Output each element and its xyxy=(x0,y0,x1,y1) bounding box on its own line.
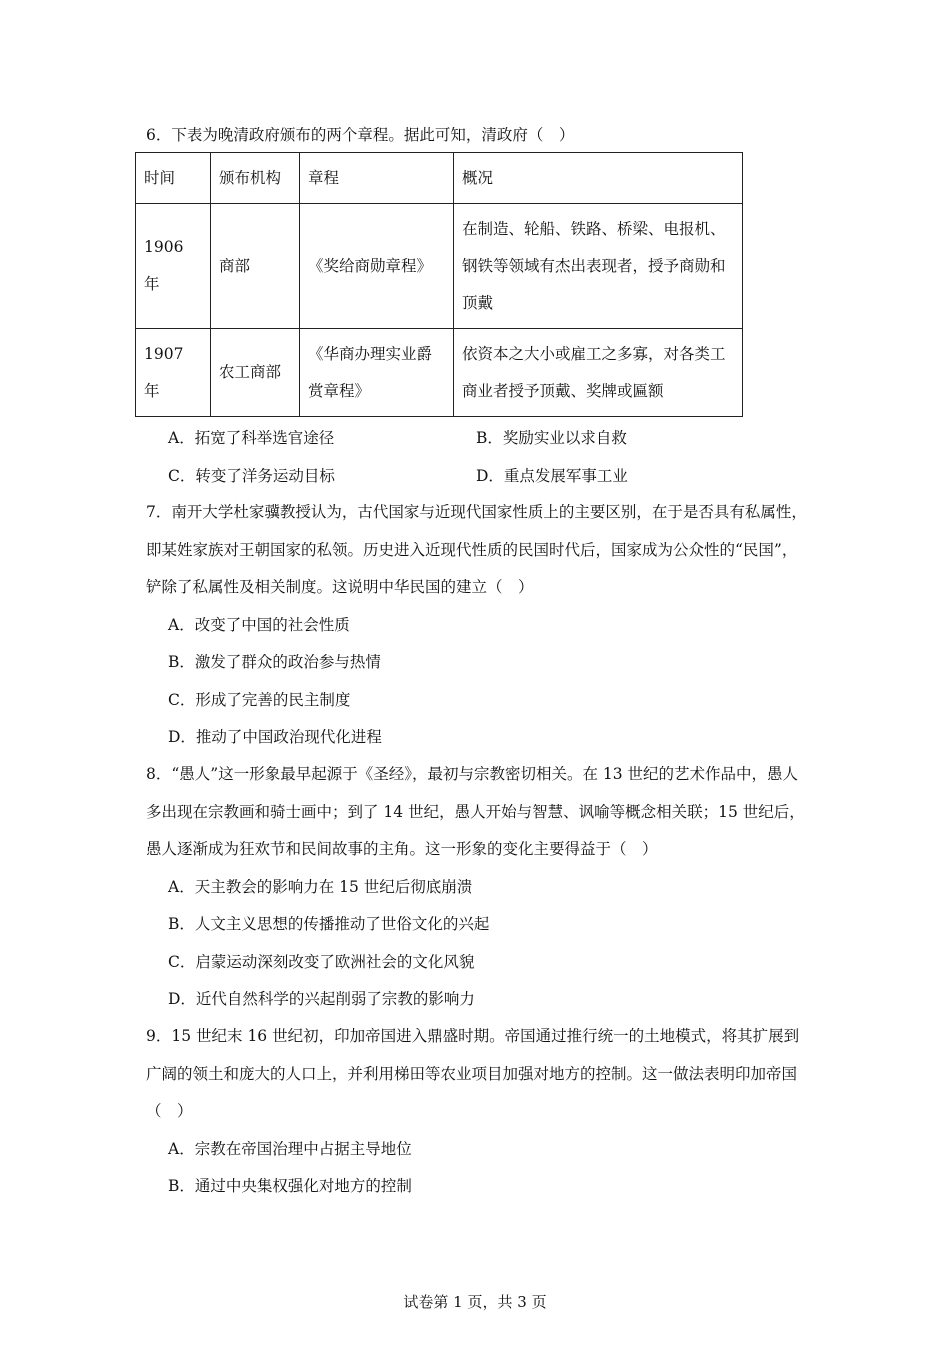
table-header-cell: 时间 xyxy=(136,153,211,204)
table-cell: 依资本之大小或雇工之多寡，对各类工商业者授予顶戴、奖牌或匾额 xyxy=(454,329,743,417)
q9-option-b[interactable]: B．通过中央集权强化对地方的控制 xyxy=(168,1177,412,1195)
table-cell: 1907 年 xyxy=(136,329,211,417)
q6-option-b[interactable]: B．奖励实业以求自救 xyxy=(476,429,627,447)
q9-option-a[interactable]: A．宗教在帝国治理中占据主导地位 xyxy=(168,1140,412,1158)
page-footer: 试卷第 1 页，共 3 页 xyxy=(403,1293,547,1311)
table-header-cell: 颁布机构 xyxy=(211,153,300,204)
q8-option-c[interactable]: C．启蒙运动深刻改变了欧洲社会的文化风貌 xyxy=(168,953,475,971)
table-cell: 《华商办理实业爵赏章程》 xyxy=(300,329,454,417)
question-6-stem: 6．下表为晚清政府颁布的两个章程。据此可知，清政府（ ） xyxy=(146,126,575,144)
q8-option-d[interactable]: D．近代自然科学的兴起削弱了宗教的影响力 xyxy=(168,990,475,1008)
table-header-row xyxy=(136,153,743,204)
table-header-cell: 章程 xyxy=(300,153,454,204)
charter-table xyxy=(135,152,743,417)
table-cell: 《奖给商勋章程》 xyxy=(300,204,454,329)
q8-option-b[interactable]: B．人文主义思想的传播推动了世俗文化的兴起 xyxy=(168,915,490,933)
table-header-cell: 概况 xyxy=(454,153,743,204)
table-row xyxy=(136,329,743,417)
q6-option-a[interactable]: A．拓宽了科举选官途径 xyxy=(168,429,335,447)
table-cell: 在制造、轮船、铁路、桥梁、电报机、钢铁等领域有杰出表现者，授予商勋和顶戴 xyxy=(454,204,743,329)
question-9-stem: 9．15 世纪末 16 世纪初，印加帝国进入鼎盛时期。帝国通过推行统一的土地模式，将其扩展到广阔的领土和庞大的人口上，并利用梯田等农业项目加强对地方的控制。这一做法表明印加帝国（ ） xyxy=(146,1027,800,1120)
q6-option-d[interactable]: D．重点发展军事工业 xyxy=(476,467,628,485)
table-cell: 1906 年 xyxy=(136,204,211,329)
q6-option-c[interactable]: C．转变了洋务运动目标 xyxy=(168,467,335,485)
question-8-stem: 8．“愚人”这一形象最早起源于《圣经》，最初与宗教密切相关。在 13 世纪的艺术作品中，愚人多出现在宗教画和骑士画中；到了 14 世纪，愚人开始与智慧、讽喻等概念相关联；15 世纪后，愚人逐渐成为狂欢节和民间故事的主角。这一形象的变化主要得益于（ ） xyxy=(146,765,805,858)
table-cell: 商部 xyxy=(211,204,300,329)
question-7-stem: 7．南开大学杜家骥教授认为，古代国家与近现代国家性质上的主要区别，在于是否具有私属性，即某姓家族对王朝国家的私领。历史进入近现代性质的民国时代后，国家成为公众性的“民国”，铲除了私属性及相关制度。这说明中华民国的建立（ ） xyxy=(146,503,807,596)
q7-option-c[interactable]: C．形成了完善的民主制度 xyxy=(168,691,351,709)
table-cell: 农工商部 xyxy=(211,329,300,417)
q7-option-d[interactable]: D．推动了中国政治现代化进程 xyxy=(168,728,382,746)
q8-option-a[interactable]: A．天主教会的影响力在 15 世纪后彻底崩溃 xyxy=(168,878,473,896)
table-row xyxy=(136,204,743,329)
q7-option-b[interactable]: B．激发了群众的政治参与热情 xyxy=(168,653,381,671)
q7-option-a[interactable]: A．改变了中国的社会性质 xyxy=(168,616,350,634)
